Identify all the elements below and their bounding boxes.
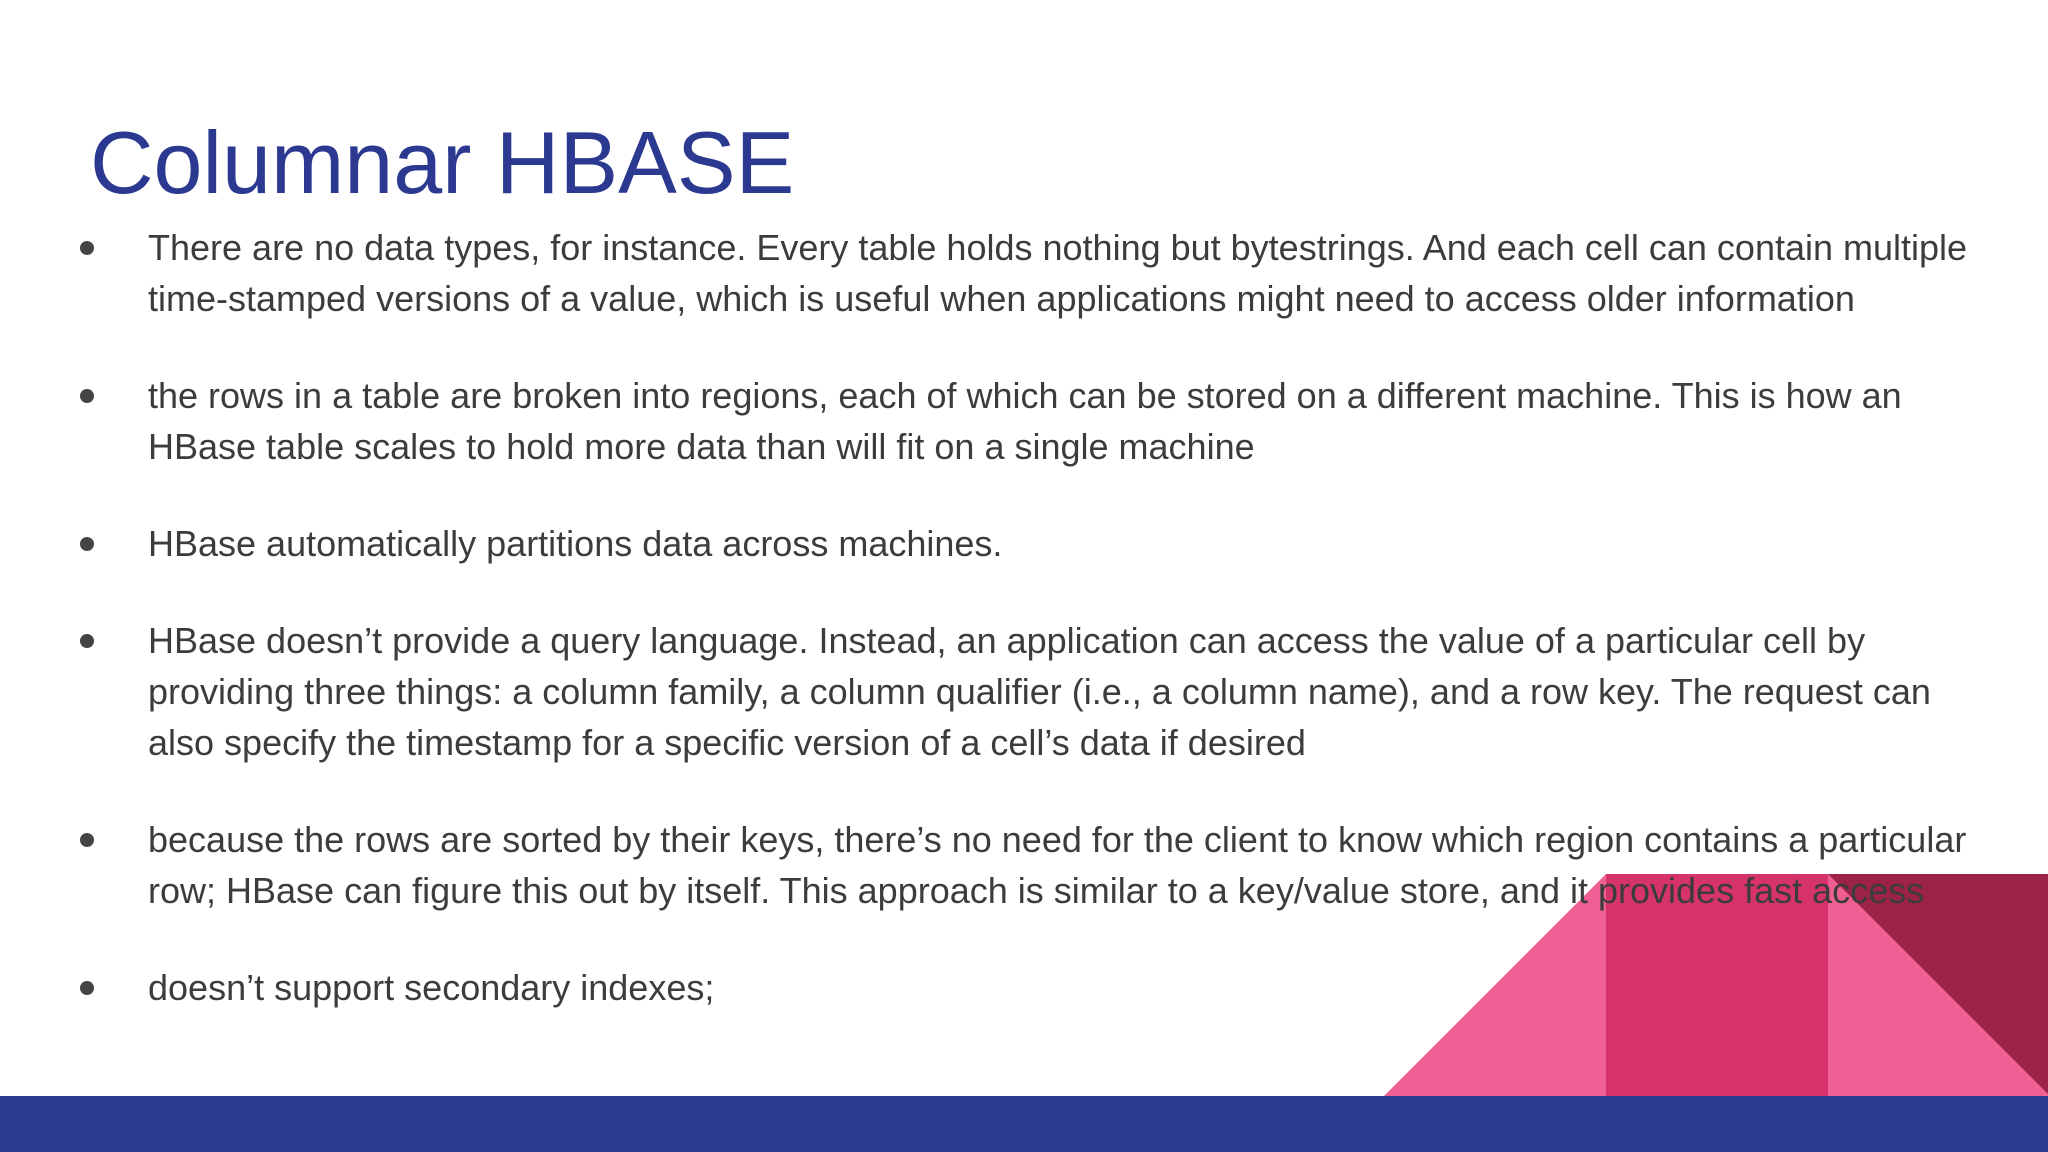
bullet-text: because the rows are sorted by their keys, there’s no need for the client to know which region contains a particular row; HBase can figure this out by itself. This approach is similar to a key/value store, and it provides fast access [148,819,1967,911]
bullet-text: HBase automatically partitions data across machines. [148,523,1003,564]
bullet-text: doesn’t support secondary indexes; [148,967,715,1008]
bullet-dot-icon [80,241,94,255]
bullet-item [76,814,1976,916]
bullet-text: There are no data types, for instance. Every table holds nothing but bytestrings. And each cell can contain multiple time-stamped versions of a value, which is useful when applications might need to access older information [148,227,1968,319]
bullet-dot-icon [80,634,94,648]
bullet-list [76,222,1976,1059]
bullet-item [76,518,1976,569]
slide-title: Columnar HBASE [90,113,795,212]
bullet-dot-icon [80,389,94,403]
bullet-dot-icon [80,981,94,995]
bullet-text: HBase doesn’t provide a query language. Instead, an application can access the value of a particular cell by providing three things: a column family, a column qualifier (i.e., a column name), and a row key. The request can also specify the timestamp for a specific version of a cell’s data if desired [148,620,1931,763]
bullet-item [76,962,1976,1013]
bullet-item [76,222,1976,324]
bullet-item [76,615,1976,768]
bullet-item [76,370,1976,472]
bullet-dot-icon [80,833,94,847]
bullet-dot-icon [80,537,94,551]
bullet-text: the rows in a table are broken into regions, each of which can be stored on a different machine. This is how an HBase table scales to hold more data than will fit on a single machine [148,375,1902,467]
footer-bar [0,1096,2048,1152]
